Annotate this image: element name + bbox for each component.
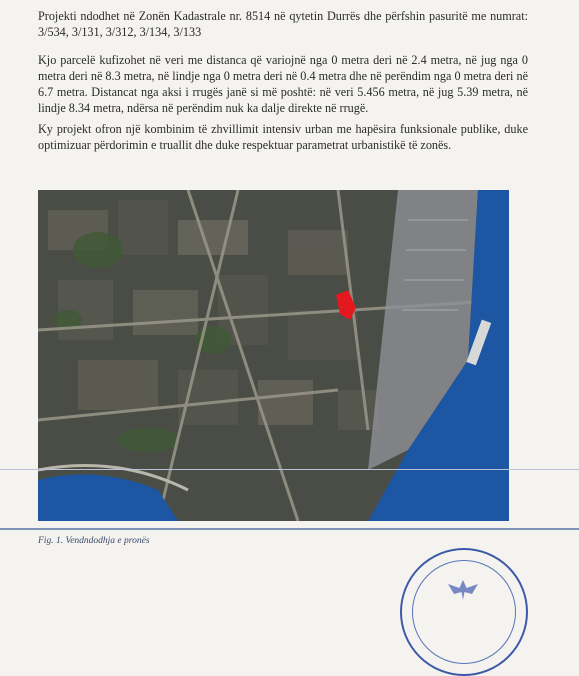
satellite-map-image bbox=[38, 190, 509, 521]
boundaries-paragraph: Kjo parcelë kufizohet në veri me distanca që variojnë nga 0 metra deri në 2.4 metra, në jug nga 0 metra deri në 8.3 metra, në lindje nga 0 metra deri në 0.4 metra dhe në perëndim nga 0 metra deri në 6.7 metra. Distancat nga aksi i rrugës janë si më poshtë: në veri 5.456 metra, në jug 5.39 metra, në lindje 8.34 metra, ndërsa në perëndim nuk ka dalje direkte në rrugë. bbox=[38, 53, 528, 115]
official-stamp bbox=[400, 548, 528, 676]
location-paragraph: Projekti ndodhet në Zonën Kadastrale nr. 8514 në qytetin Durrës dhe përfshin pasuritë me numrat: 3/534, 3/131, 3/312, 3/134, 3/133 bbox=[38, 9, 528, 39]
aerial-city-view bbox=[38, 190, 509, 521]
stamp-inner-ring bbox=[412, 560, 516, 664]
figure-caption: Fig. 1. Vendndodhja e pronës bbox=[38, 536, 150, 546]
caption-divider bbox=[0, 528, 579, 530]
page-divider bbox=[0, 469, 579, 470]
project-summary-paragraph: Ky projekt ofron një kombinim të zhvillimit intensiv urban me hapësira funksionale publike, duke optimizuar përdorimin e truallit dhe duke respektuar parametrat urbanistikë të zonës. bbox=[38, 122, 528, 152]
